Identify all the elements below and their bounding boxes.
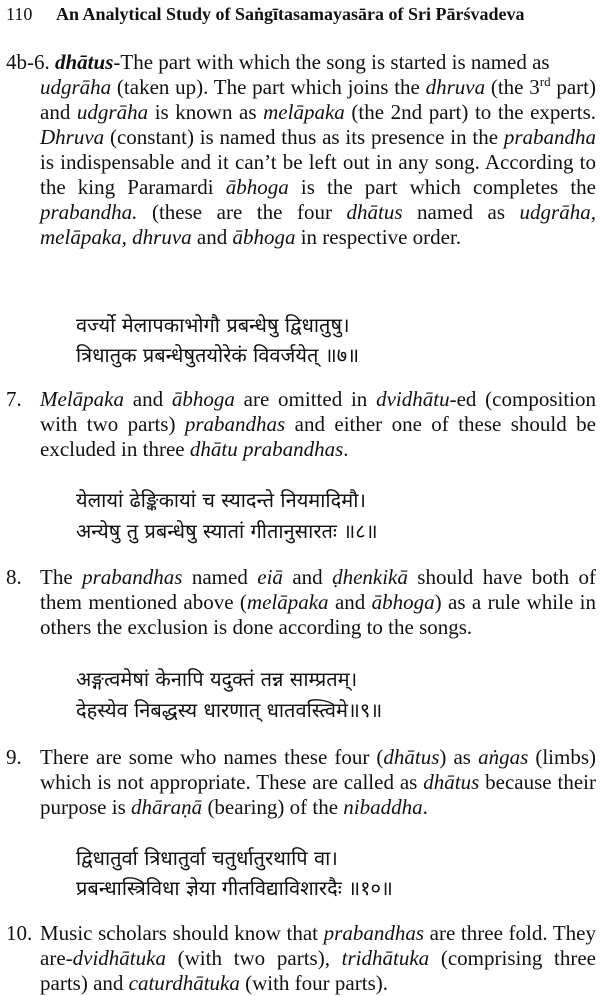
sanskrit-verse-line: अन्येषु तु प्रबन्धेषु स्यातां गीतानुसारतः ॥८॥ (76, 519, 378, 543)
term-heading: dhātus (55, 50, 114, 74)
verse-number: 7. (6, 387, 22, 411)
sanskrit-verse-line: देहस्येव निबद्धस्य धारणात् धातवस्त्विमे॥९॥ (76, 698, 383, 722)
sanskrit-verse-line: येलायां ढेङ्किकायां च स्यादन्ते नियमादिमौ। (76, 488, 366, 512)
verse-number: 10. (6, 921, 33, 945)
paragraph-8: The prabandhas named eiā and ḍhenkikā should have both of them mentioned above (melāpaka and ābhoga) as a rule while in others the exclusion is done according to the songs. (40, 565, 596, 639)
running-title: An Analytical Study of Saṅgītasamayasāra of Sri Pārśvadeva (56, 4, 525, 24)
verse-number: 9. (6, 745, 22, 769)
paragraph-7: Melāpaka and ābhoga are omitted in dvidhātu-ed (composition with two parts) prabandhas and either one of these should be excluded in three dhātu prabandhas. (40, 387, 596, 461)
sanskrit-verse-line: त्रिधातुक प्रबन्धेषुतयोरेकं विवर्जयेत् ॥७॥ (76, 343, 360, 367)
sanskrit-verse-line: वर्ज्यो मेलापकाभोगौ प्रबन्धेषु द्विधातुषु। (76, 313, 350, 337)
paragraph-4b6: 4b-6. dhātus-The part with which the song is started is named as (6, 50, 550, 74)
paragraph-10: Music scholars should know that prabandhas are three fold. They are-dvidhātuka (with two parts), tridhātuka (comprising three parts) and caturdhātuka (with four parts). (40, 921, 597, 995)
paragraph-4b6-continuation: udgrāha (taken up). The part which joins the dhruva (the 3rd part) and udgrāha is known as melāpaka (the 2nd part) to the experts. Dhruva (constant) is named thus as its presence in the prabandha is indispensable and it can’t be left out in any song. According to the king Paramardi ābhoga is the part which completes the prabandha. (these are the four dhātus named as udgrāha, melāpaka, dhruva and ābhoga in respective order. (40, 74, 597, 249)
verse-number: 8. (6, 565, 22, 589)
sanskrit-verse-line: द्विधातुर्वा त्रिधातुर्वा चतुर्धातुरथापि वा। (76, 846, 338, 870)
sanskrit-verse-line: प्रबन्धास्त्रिविधा ज्ञेया गीतविद्याविशारदैः ॥१०॥ (76, 876, 393, 900)
sanskrit-verse-line: अङ्गत्वमेषां केनापि यदुक्तं तन्न साम्प्रतम्। (76, 667, 358, 691)
verse-number: 4b-6. (6, 50, 50, 74)
running-header (6, 4, 596, 30)
paragraph-9: There are some who names these four (dhātus) as aṅgas (limbs) which is not appropriate. These are called as dhātus because their purpose is dhāraṇā (bearing) of the nibaddha. (40, 745, 596, 819)
page-number: 110 (6, 4, 33, 24)
